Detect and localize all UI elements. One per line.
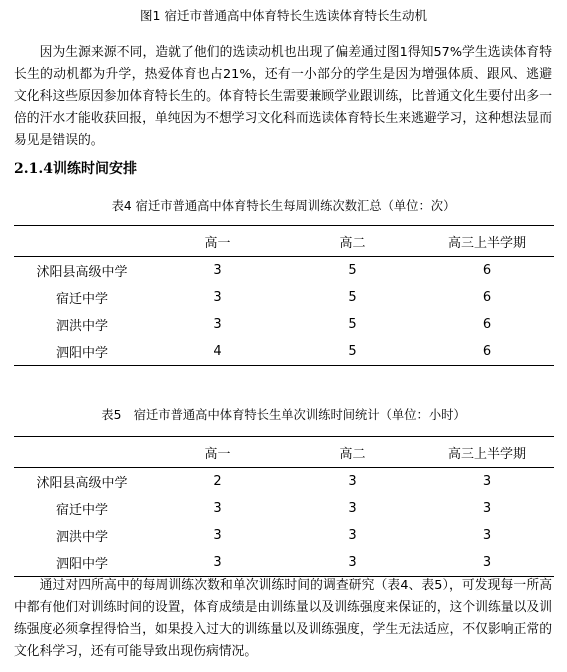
value-cell: 4 xyxy=(150,338,285,366)
table4-weekly-sessions xyxy=(14,225,554,366)
school-name-cell: 泗洪中学 xyxy=(55,530,108,545)
table-row xyxy=(14,549,554,577)
value-cell: 3 xyxy=(213,290,222,305)
school-name-cell: 泗洪中学 xyxy=(55,319,108,334)
table5-header-cell: 高一 xyxy=(150,437,285,468)
table4-header-cell: 高一 xyxy=(150,226,285,257)
value-cell: 3 xyxy=(348,474,357,489)
table-row xyxy=(14,338,554,366)
school-name-cell: 泗阳中学 xyxy=(14,549,150,577)
value-cell: 3 xyxy=(285,549,420,577)
value-cell: 3 xyxy=(213,317,222,332)
section-heading: 2.1.4训练时间安排 xyxy=(14,161,137,177)
value-cell: 3 xyxy=(213,528,222,543)
table5-header-cell: 高三上半学期 xyxy=(420,437,554,468)
table-row xyxy=(14,257,554,285)
table-row xyxy=(14,311,554,338)
value-cell: 3 xyxy=(482,528,492,543)
table5-caption: 表5 宿迁市普通高中体育特长生单次训练时间统计（单位：小时） xyxy=(101,408,466,422)
school-name-cell: 宿迁中学 xyxy=(55,292,108,307)
value-cell: 3 xyxy=(482,474,492,489)
value-cell: 6 xyxy=(482,317,492,332)
table-row xyxy=(14,522,554,549)
table4-header-row xyxy=(14,226,554,257)
value-cell: 3 xyxy=(348,528,357,543)
value-cell: 5 xyxy=(285,338,420,366)
table-row xyxy=(14,284,554,311)
value-cell: 3 xyxy=(150,549,285,577)
table5-header-cell xyxy=(14,437,150,468)
table5-header-row xyxy=(14,437,554,468)
table-row xyxy=(14,468,554,496)
value-cell: 3 xyxy=(420,549,554,577)
figure-caption: 图1 宿迁市普通高中体育特长生选读体育特长生动机 xyxy=(140,8,427,23)
school-name-cell: 泗阳中学 xyxy=(14,338,150,366)
value-cell: 5 xyxy=(348,290,357,305)
value-cell: 5 xyxy=(348,317,357,332)
value-cell: 3 xyxy=(213,263,222,278)
body-paragraph-motivation: 因为生源来源不同，造就了他们的选读动机也出现了偏差通过图1得知57%学生选读体育特长生的动机都为升学，热爱体育也占21%，还有一小部分的学生是因为增强体质、跟风、逃避文化科这些原因参加体育特长生的。体育特长生需要兼顾学业跟训练，比普通文化生要付出多一倍的汗水才能收获回报，单纯因为不想学习文化科而选读体育特长生来逃避学习，这种想法显而易见是错误的。 xyxy=(14,45,552,148)
value-cell: 6 xyxy=(482,263,492,278)
table4-header-cell xyxy=(14,226,150,257)
table4-caption: 表4 宿迁市普通高中体育特长生每周训练次数汇总（单位：次） xyxy=(111,199,456,213)
value-cell: 6 xyxy=(482,290,492,305)
value-cell: 3 xyxy=(482,501,492,516)
table-row xyxy=(14,495,554,522)
school-name-cell: 沭阳县高级中学 xyxy=(36,265,128,280)
body-paragraph-conclusion: 通过对四所高中的每周训练次数和单次训练时间的调查研究（表4、表5），可发现每一所高中都有他们对训练时间的设置，体育成绩是由训练量以及训练强度来保证的，这个训练量以及训练强度必须拿捏得恰当，如果投入过大的训练量以及训练强度，学生无法适应，不仅影响正常的文化科学习，还有可能导致出现伤病情况。 xyxy=(14,578,552,659)
table4-header-cell: 高三上半学期 xyxy=(420,226,554,257)
table5-session-duration xyxy=(14,436,554,577)
value-cell: 5 xyxy=(348,263,357,278)
value-cell: 3 xyxy=(213,501,222,516)
table5-header-cell: 高二 xyxy=(285,437,420,468)
school-name-cell: 沭阳县高级中学 xyxy=(36,476,128,491)
value-cell: 2 xyxy=(213,474,222,489)
value-cell: 3 xyxy=(348,501,357,516)
school-name-cell: 宿迁中学 xyxy=(55,503,108,518)
table4-header-cell: 高二 xyxy=(285,226,420,257)
value-cell: 6 xyxy=(420,338,554,366)
